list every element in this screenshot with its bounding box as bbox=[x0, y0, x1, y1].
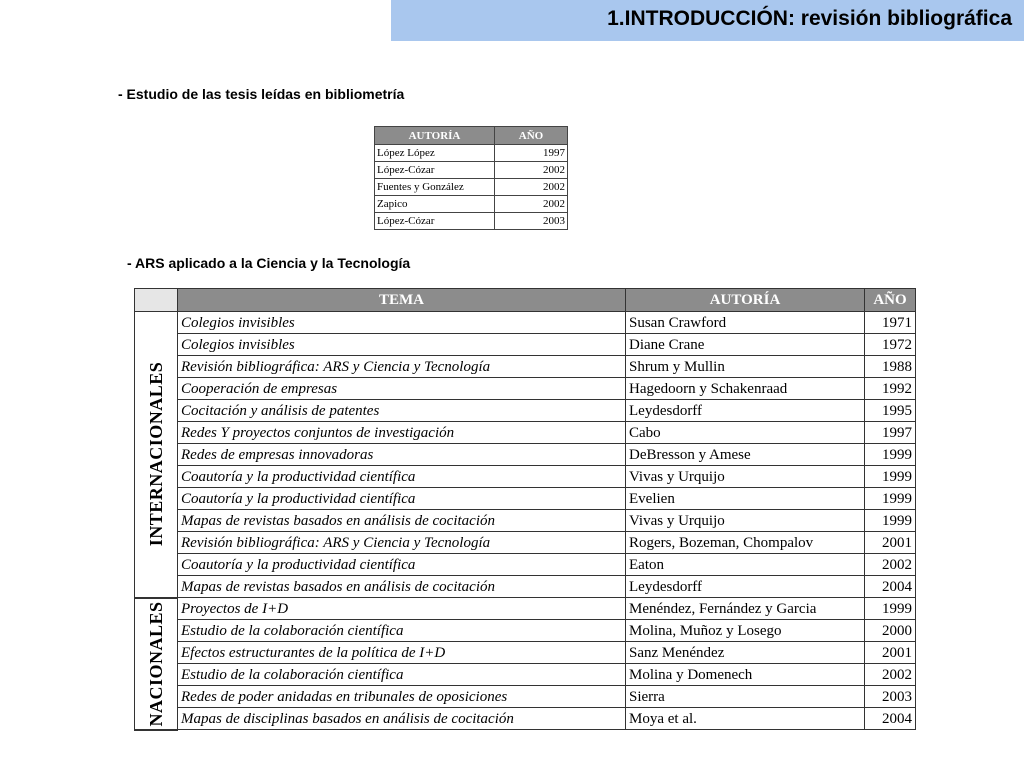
ars-topic-cell: Colegios invisibles bbox=[178, 312, 626, 334]
thesis-year-cell: 2002 bbox=[495, 179, 568, 196]
ars-year-cell: 2002 bbox=[865, 664, 916, 686]
table-row bbox=[135, 598, 916, 620]
ars-author-cell: DeBresson y Amese bbox=[626, 444, 865, 466]
table-row bbox=[135, 664, 916, 686]
ars-header-year: AÑO bbox=[865, 289, 916, 312]
ars-year-cell: 1999 bbox=[865, 510, 916, 532]
ars-year-cell: 1999 bbox=[865, 444, 916, 466]
table-row bbox=[135, 444, 916, 466]
ars-table bbox=[134, 288, 916, 731]
ars-author-cell: Evelien bbox=[626, 488, 865, 510]
table-row bbox=[135, 686, 916, 708]
ars-author-cell: Diane Crane bbox=[626, 334, 865, 356]
thesis-section-heading: - Estudio de las tesis leídas en bibliometría bbox=[118, 86, 405, 102]
ars-topic-cell: Coautoría y la productividad científica bbox=[178, 466, 626, 488]
thesis-table bbox=[374, 126, 568, 230]
thesis-author-cell: Fuentes y González bbox=[375, 179, 495, 196]
ars-topic-cell: Redes Y proyectos conjuntos de investigación bbox=[178, 422, 626, 444]
ars-year-cell: 1971 bbox=[865, 312, 916, 334]
group-label-cell bbox=[135, 312, 178, 598]
table-row bbox=[135, 378, 916, 400]
ars-year-cell: 2004 bbox=[865, 708, 916, 730]
table-row bbox=[375, 179, 568, 196]
ars-year-cell: 2002 bbox=[865, 554, 916, 576]
ars-author-cell: Moya et al. bbox=[626, 708, 865, 730]
table-row bbox=[135, 510, 916, 532]
thesis-table-body bbox=[375, 145, 568, 230]
ars-year-cell: 2001 bbox=[865, 532, 916, 554]
ars-author-cell: Shrum y Mullin bbox=[626, 356, 865, 378]
ars-header-topic: TEMA bbox=[178, 289, 626, 312]
thesis-table-header-row bbox=[375, 127, 568, 145]
ars-topic-cell: Mapas de disciplinas basados en análisis de cocitación bbox=[178, 708, 626, 730]
ars-author-cell: Menéndez, Fernández y Garcia bbox=[626, 598, 865, 620]
ars-author-cell: Leydesdorff bbox=[626, 400, 865, 422]
ars-section-heading: - ARS aplicado a la Ciencia y la Tecnología bbox=[127, 255, 411, 271]
ars-year-cell: 2004 bbox=[865, 576, 916, 598]
thesis-author-cell: López-Cózar bbox=[375, 213, 495, 230]
ars-topic-cell: Cocitación y análisis de patentes bbox=[178, 400, 626, 422]
ars-year-cell: 1988 bbox=[865, 356, 916, 378]
ars-year-cell: 2001 bbox=[865, 642, 916, 664]
table-row bbox=[135, 422, 916, 444]
ars-topic-cell: Mapas de revistas basados en análisis de cocitación bbox=[178, 576, 626, 598]
ars-topic-cell: Colegios invisibles bbox=[178, 334, 626, 356]
ars-topic-cell: Revisión bibliográfica: ARS y Ciencia y Tecnología bbox=[178, 356, 626, 378]
ars-author-cell: Leydesdorff bbox=[626, 576, 865, 598]
ars-author-cell: Susan Crawford bbox=[626, 312, 865, 334]
ars-header-author: AUTORÍA bbox=[626, 289, 865, 312]
ars-year-cell: 1992 bbox=[865, 378, 916, 400]
ars-topic-cell: Mapas de revistas basados en análisis de cocitación bbox=[178, 510, 626, 532]
table-row bbox=[135, 554, 916, 576]
table-row bbox=[375, 145, 568, 162]
ars-year-cell: 1999 bbox=[865, 598, 916, 620]
table-row bbox=[135, 400, 916, 422]
slide-title: 1.INTRODUCCIÓN: revisión bibliográfica bbox=[607, 7, 1012, 30]
ars-author-cell: Cabo bbox=[626, 422, 865, 444]
table-row bbox=[135, 576, 916, 598]
thesis-year-cell: 2002 bbox=[495, 196, 568, 213]
ars-year-cell: 2000 bbox=[865, 620, 916, 642]
ars-year-cell: 1995 bbox=[865, 400, 916, 422]
group-label: INTERNACIONALES bbox=[146, 361, 166, 547]
ars-author-cell: Vivas y Urquijo bbox=[626, 466, 865, 488]
ars-year-cell: 1999 bbox=[865, 488, 916, 510]
ars-topic-cell: Coautoría y la productividad científica bbox=[178, 554, 626, 576]
thesis-year-cell: 2002 bbox=[495, 162, 568, 179]
table-row bbox=[375, 162, 568, 179]
thesis-year-cell: 1997 bbox=[495, 145, 568, 162]
table-row bbox=[135, 334, 916, 356]
ars-topic-cell: Redes de empresas innovadoras bbox=[178, 444, 626, 466]
ars-topic-cell: Redes de poder anidadas en tribunales de oposiciones bbox=[178, 686, 626, 708]
ars-table-body bbox=[135, 312, 916, 730]
table-row bbox=[135, 620, 916, 642]
ars-topic-cell: Estudio de la colaboración científica bbox=[178, 620, 626, 642]
ars-topic-cell: Coautoría y la productividad científica bbox=[178, 488, 626, 510]
table-row bbox=[135, 312, 916, 334]
ars-topic-cell: Efectos estructurantes de la política de I+D bbox=[178, 642, 626, 664]
ars-topic-cell: Revisión bibliográfica: ARS y Ciencia y Tecnología bbox=[178, 532, 626, 554]
ars-author-cell: Sanz Menéndez bbox=[626, 642, 865, 664]
ars-author-cell: Rogers, Bozeman, Chompalov bbox=[626, 532, 865, 554]
table-row bbox=[135, 642, 916, 664]
ars-year-cell: 2003 bbox=[865, 686, 916, 708]
ars-topic-cell: Estudio de la colaboración científica bbox=[178, 664, 626, 686]
ars-author-cell: Vivas y Urquijo bbox=[626, 510, 865, 532]
ars-topic-cell: Proyectos de I+D bbox=[178, 598, 626, 620]
ars-author-cell: Eaton bbox=[626, 554, 865, 576]
ars-author-cell: Molina y Domenech bbox=[626, 664, 865, 686]
ars-author-cell: Sierra bbox=[626, 686, 865, 708]
ars-year-cell: 1997 bbox=[865, 422, 916, 444]
group-label-cell bbox=[135, 598, 178, 730]
ars-table-header-row bbox=[135, 289, 916, 312]
ars-author-cell: Hagedoorn y Schakenraad bbox=[626, 378, 865, 400]
table-row bbox=[135, 488, 916, 510]
thesis-author-cell: López López bbox=[375, 145, 495, 162]
ars-year-cell: 1999 bbox=[865, 466, 916, 488]
group-label: NACIONALES bbox=[146, 600, 166, 727]
table-row bbox=[135, 532, 916, 554]
table-row bbox=[135, 708, 916, 730]
title-bar bbox=[391, 0, 1024, 41]
table-row bbox=[135, 466, 916, 488]
thesis-author-cell: López-Cózar bbox=[375, 162, 495, 179]
thesis-header-author: AUTORÍA bbox=[375, 127, 495, 145]
ars-year-cell: 1972 bbox=[865, 334, 916, 356]
ars-author-cell: Molina, Muñoz y Losego bbox=[626, 620, 865, 642]
table-row bbox=[135, 356, 916, 378]
table-row bbox=[375, 196, 568, 213]
ars-header-corner bbox=[135, 289, 178, 312]
ars-topic-cell: Cooperación de empresas bbox=[178, 378, 626, 400]
table-row bbox=[375, 213, 568, 230]
thesis-header-year: AÑO bbox=[495, 127, 568, 145]
thesis-year-cell: 2003 bbox=[495, 213, 568, 230]
thesis-author-cell: Zapico bbox=[375, 196, 495, 213]
